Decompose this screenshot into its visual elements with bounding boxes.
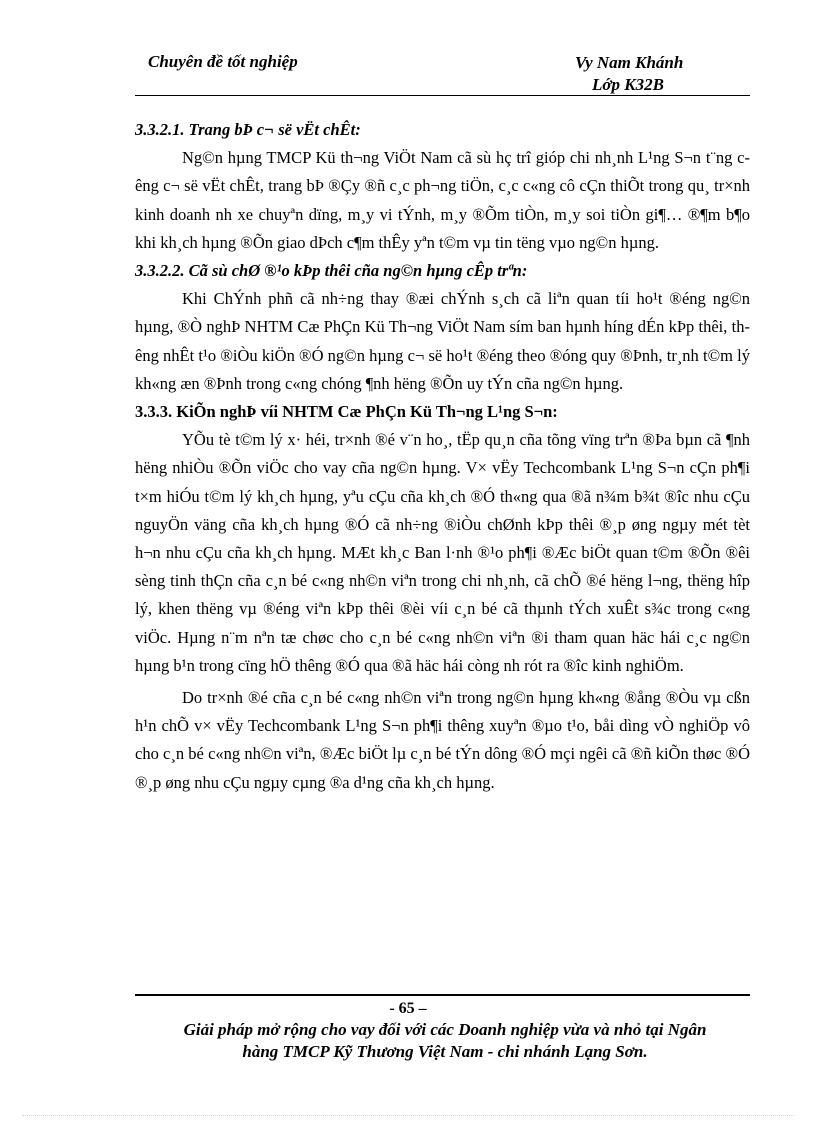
- page-number: - 65 –: [389, 1000, 427, 1017]
- section-heading-3-3-3: 3.3.3. KiÕn nghÞ víi NHTM Cæ PhÇn Kü Th¬ng L¹ng S¬n:: [135, 402, 558, 422]
- section-heading-3-3-2-2: 3.3.2.2. Cã sù chØ ®¹o kÞp thêi cña ng©n hµng cÊp trªn:: [135, 261, 528, 281]
- paragraph-training: Do tr×nh ®é cña c¸n bé c«ng nh©n viªn trong ng©n hµng kh«ng ®ång ®Òu vµ cßn h¹n chÕ v× vËy Techcombank L¹ng S¬n ph¶i thêng xuyªn ®µo t¹o, båi dìng vÒ nghiÖp vô cho c¸n bé c«ng nh©n viªn, ®Æc biÖt lµ c¸n bé tÝn dông ®Ó mçi ngêi cã ®ñ kiÕn thøc ®Ó ®¸p øng nhu cÇu ngµy cµng ®a d¹ng cña kh¸ch hµng.: [135, 688, 750, 792]
- header-document-type: Chuyên đề tốt nghiệp: [148, 52, 298, 71]
- paragraph-direction: Khi ChÝnh phñ cã nh÷ng thay ®æi chÝnh s¸ch cã liªn quan tíi ho¹t ®éng ng©n hµng, ®Ò nghÞ NHTM Cæ PhÇn Kü Th¬ng ViÖt Nam sím ban hµnh híng dÉn kÞp thêi, thêng nhÊt t¹o ®iÒu kiÖn ®Ó ng©n hµng c¬ së ho¹t ®éng theo ®óng quy ®Þnh, tr¸nh t©m lý kh«ng æn ®Þnh trong c«ng chóng ¶nh hëng ®Õn uy tÝn cña ng©n hµng.: [135, 289, 750, 393]
- footer-title-line-2: hàng TMCP Kỹ Thương Việt Nam - chi nhánh Lạng Sơn.: [242, 1042, 648, 1061]
- section-heading-3-3-2-1: 3.3.2.1. Trang bÞ c¬ së vËt chÊt:: [135, 120, 361, 139]
- header-class: Lớp K32B: [592, 75, 664, 94]
- paragraph-facilities: Ng©n hµng TMCP Kü th¬ng ViÖt Nam cã sù hç trî gióp chi nh¸nh L¹ng S¬n t¨ng cêng c¬ së vËt chÊt, trang bÞ ®Çy ®ñ c¸c ph¬ng tiÖn, c¸c c«ng cô cÇn thiÕt trong qu¸ tr×nh kinh doanh nh xe chuyªn dïng, m¸y vi tÝnh, m¸y ®Õm tiÒn, m¸y soi tiÒn gi¶… ®¶m b¶o khi kh¸ch hµng ®Õn giao dÞch c¶m thÊy yªn t©m vµ tin tëng vµo ng©n hµng.: [135, 148, 750, 252]
- paragraph-recommendation: YÕu tè t©m lý x· héi, tr×nh ®é v¨n ho¸, tËp qu¸n cña tõng vïng trªn ®Þa bµn cã ¶nh hëng nhiÒu ®Õn viÖc cho vay cña ng©n hµng. V× vËy Techcombank L¹ng S¬n cÇn ph¶i t×m hiÓu t©m lý kh¸ch hµng, yªu cÇu cña kh¸ch ®Ó th«ng qua ®ã n¾m b¾t ®îc nhu cÇu nguyÖn väng cña kh¸ch hµng ®Ó cã nh÷ng ®iÒu chØnh kÞp thêi ®¸p øng ngµy mét tèt h¬n nhu cÇu cña kh¸ch hµng. MÆt kh¸c Ban l·nh ®¹o ph¶i ®Æc biÖt quan t©m ®Õn ®êi sèng tinh thÇn cña c¸n bé c«ng nh©n viªn trong chi nh¸nh, cã chÕ ®é hëng l¬ng, thëng hîp lý, khen thëng vµ ®éng viªn kÞp thêi ®èi víi c¸n bé cã thµnh tÝch xuÊt s¾c trong c«ng viÖc. Hµng n¨m nªn tæ chøc cho c¸n bé c«ng nh©n viªn ®i tham quan häc hái c¸c ng©n hµng b¹n trong cïng hÖ thêng ®Ó qua ®ã häc hái còng nh rót ra ®îc kinh nghiÖm.: [135, 430, 750, 675]
- page-body: [135, 116, 750, 797]
- footer-thesis-title: [135, 1019, 755, 1063]
- header-author-block: [565, 52, 725, 96]
- header-divider: [135, 95, 750, 96]
- footer-title-line-1: Giải pháp mở rộng cho vay đối với các Doanh nghiệp vừa và nhỏ tại Ngân: [183, 1020, 707, 1039]
- header-author-name: Vy Nam Khánh: [575, 53, 684, 72]
- footer-divider: [135, 994, 750, 996]
- page-bottom-edge: [22, 1115, 794, 1116]
